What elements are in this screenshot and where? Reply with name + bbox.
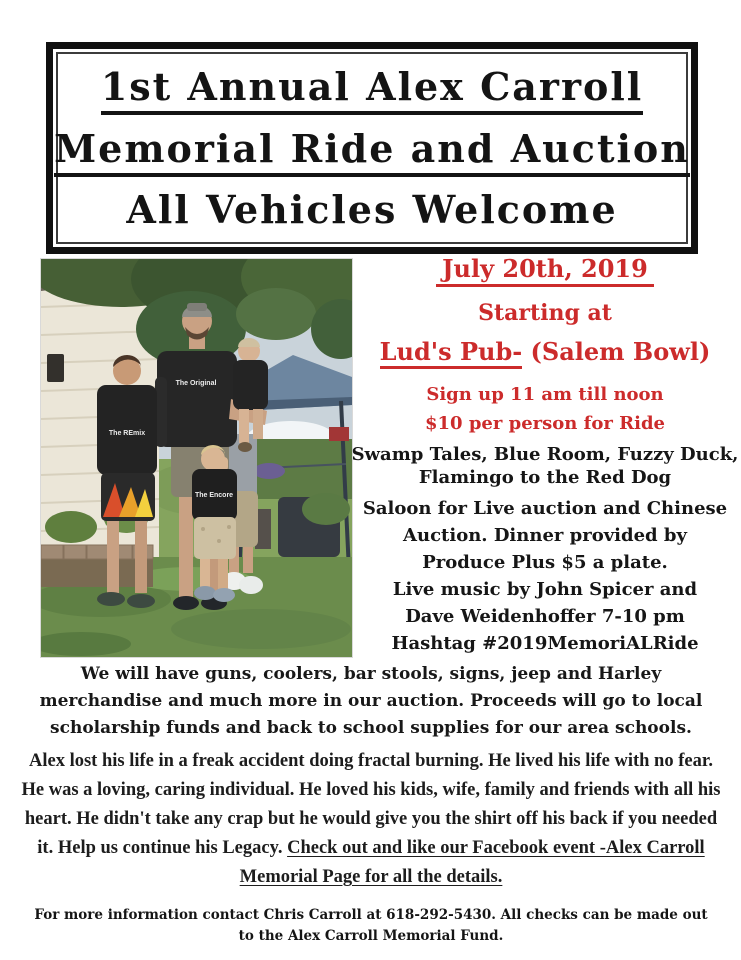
route-line: Produce Plus $5 a plate.	[422, 552, 668, 573]
flyer-title-line-2	[54, 126, 690, 177]
boy-shirt-text: The REmix	[108, 430, 146, 437]
route-line: Swamp Tales, Blue Room, Fuzzy Duck,	[351, 444, 739, 465]
flyer-title-line-1	[101, 64, 643, 115]
event-details-column	[351, 256, 739, 661]
event-venue-name: Lud's Pub-	[380, 338, 523, 369]
event-date-text: July 20th, 2019	[436, 256, 654, 287]
route-line: Flamingo to the Red Dog	[418, 467, 672, 488]
flyer-title-line-3-text: All Vehicles Welcome	[126, 186, 618, 232]
route-stops	[351, 443, 739, 489]
event-hashtag: Hashtag #2019MemoriALRide	[391, 633, 699, 654]
memorial-text: Alex lost his life in a freak accident doing fractal burning. He lived his life with no fear. He was a loving, caring individual. He loved his kids, wife, family and friends with all his heart. He didn't take any crap but he would give you the shirt off his back if you needed it. Help us continue his Legacy.	[21, 751, 721, 858]
event-ride-price: $10 per person for Ride	[425, 413, 665, 434]
flyer-title-line-1-text: 1st Annual Alex Carroll	[101, 64, 643, 115]
title-box-inner-frame	[56, 52, 688, 244]
memorial-paragraph	[21, 747, 721, 892]
dad-shirt-text: The Original	[175, 380, 217, 387]
ride-route-details	[351, 443, 739, 653]
title-box	[46, 42, 698, 254]
family-photo	[40, 258, 353, 658]
flyer-title-line-3	[126, 187, 617, 232]
event-venue-suffix: (Salem Bowl)	[522, 337, 711, 366]
event-signup-time: Sign up 11 am till noon	[426, 384, 664, 405]
contact-info: For more information contact Chris Carroll at 618-292-5430. All checks can be made out to the Alex Carroll Memorial Fund.	[34, 907, 708, 944]
family-photo-illustration	[41, 259, 352, 657]
event-date	[351, 256, 739, 287]
toddler-shirt-text: The Encore	[194, 492, 234, 499]
route-line: Saloon for Live auction and Chinese	[362, 498, 728, 519]
route-line: Dave Weidenhoffer 7-10 pm	[405, 606, 685, 627]
route-line: Live music by John Spicer and	[392, 579, 698, 600]
route-line: Auction. Dinner provided by	[403, 525, 687, 546]
facebook-event-reference: Check out and like our Facebook event -Alex Carroll Memorial Page for all the details.	[239, 838, 705, 887]
event-starting-at: Starting at	[478, 300, 612, 326]
event-venue	[351, 338, 739, 369]
flyer-title-line-2-text: Memorial Ride and Auction	[54, 126, 690, 177]
auction-note-paragraph: We will have guns, coolers, bar stools, signs, jeep and Harley merchandise and much more in our auction. Proceeds will go to local scholarship funds and back to school supplies for our area schools.	[39, 664, 703, 738]
